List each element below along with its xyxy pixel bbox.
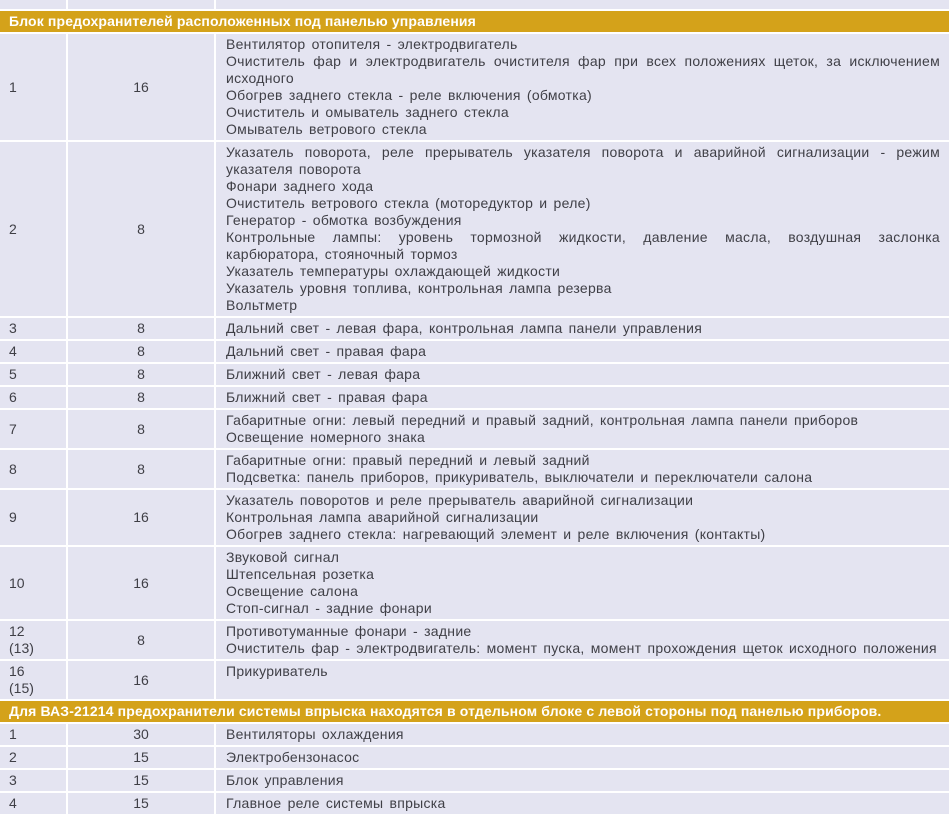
function-item: Штепсельная розетка [226, 566, 375, 582]
function-cell [216, 770, 949, 791]
fuse-number: 12 [9, 623, 25, 639]
table-row [0, 724, 949, 745]
amperage-cell [68, 34, 214, 140]
function-cell [216, 450, 949, 488]
function-cell [216, 747, 949, 768]
amperage-cell [68, 661, 214, 699]
fuse-number: 1 [9, 78, 17, 95]
fuse-number: 4 [9, 343, 17, 359]
amperage-value: 16 [133, 574, 149, 591]
table-row [0, 770, 949, 791]
amperage-cell [68, 621, 214, 659]
function-item: Блок управления [226, 772, 344, 788]
function-item: Габаритные огни: левый передний и правый задний, контрольная лампа панели приборов [226, 412, 859, 428]
function-item: Генератор - обмотка возбуждения [226, 212, 462, 228]
amperage-value: 8 [137, 320, 145, 336]
amperage-value: 15 [133, 772, 149, 788]
table-row [0, 747, 949, 768]
amperage-value: 16 [133, 671, 149, 688]
fuse-number-cell [0, 450, 66, 488]
fuse-number: 9 [9, 509, 17, 525]
fuse-number: 1 [9, 726, 17, 742]
amperage-cell [68, 410, 214, 448]
section-2-header: Для ВАЗ-21214 предохранители системы впрыска находятся в отдельном блоке с левой стороны под панелью приборов. [0, 701, 949, 722]
table-row [0, 621, 949, 659]
table-row [0, 661, 949, 699]
function-item: Дальний свет - левая фара, контрольная лампа панели управления [226, 320, 703, 336]
amperage-value: 16 [133, 509, 149, 525]
function-item: Омыватель ветрового стекла [226, 121, 427, 137]
function-item: Освещение салона [226, 583, 359, 599]
table-row [0, 34, 949, 140]
function-item: Указатель уровня топлива, контрольная лампа резерва [226, 280, 612, 296]
function-item: Указатель поворотов и реле прерыватель аварийной сигнализации [226, 492, 694, 508]
partial-row-top [0, 0, 949, 9]
function-cell [216, 724, 949, 745]
fuse-number: 16 [9, 663, 25, 679]
function-cell [216, 142, 949, 316]
fuse-number: 8 [9, 460, 17, 477]
function-item: Указатель поворота, реле прерыватель указателя поворота и аварийной сигнализации - режим указателя поворота [226, 144, 940, 177]
function-cell [216, 341, 949, 362]
table-row [0, 364, 949, 385]
amperage-value: 8 [137, 220, 145, 237]
amperage-cell [68, 747, 214, 768]
amperage-value: 8 [137, 420, 145, 437]
fuse-number-cell [0, 770, 66, 791]
fuse-number: 7 [9, 420, 17, 437]
table-row [0, 490, 949, 545]
section-1-rows [0, 34, 949, 699]
function-item: Прикуриватель [226, 663, 328, 679]
amperage-value: 8 [137, 366, 145, 382]
function-cell [216, 793, 949, 814]
function-item: Подсветка: панель приборов, прикуриватель, выключатели и переключатели салона [226, 469, 813, 485]
function-cell [216, 661, 949, 699]
amperage-cell [68, 547, 214, 619]
amperage-cell [68, 490, 214, 545]
amperage-cell [68, 793, 214, 814]
function-item: Электробензонасос [226, 749, 360, 765]
function-item: Очиститель фар и электродвигатель очистителя фар при всех положениях щеток, за исключением исходного [226, 53, 940, 86]
function-item: Звуковой сигнал [226, 549, 340, 565]
fuse-number-cell [0, 724, 66, 745]
amperage-value: 15 [133, 749, 149, 765]
fuse-number-cell [0, 547, 66, 619]
amperage-cell [68, 387, 214, 408]
amperage-value: 8 [137, 343, 145, 359]
table-row [0, 547, 949, 619]
fuse-number: 4 [9, 795, 17, 811]
amperage-value: 30 [133, 726, 149, 742]
table-row [0, 387, 949, 408]
amperage-value: 8 [137, 631, 145, 648]
function-item: Стоп-сигнал - задние фонари [226, 600, 432, 616]
amperage-cell [68, 0, 214, 9]
function-item: Освещение номерного знака [226, 429, 426, 445]
fuse-number: (13) [9, 640, 34, 656]
function-item: Ближний свет - правая фара [226, 389, 428, 405]
fuse-number-cell [0, 0, 66, 9]
function-cell [216, 318, 949, 339]
section-1-header: Блок предохранителей расположенных под панелью управления [0, 11, 949, 32]
function-item: Вентилятор отопителя - электродвигатель [226, 36, 518, 52]
function-cell [216, 364, 949, 385]
amperage-value: 8 [137, 460, 145, 477]
function-item: Контрольные лампы: уровень тормозной жидкости, давление масла, воздушная заслонка карбюратора, стояночный тормоз [226, 229, 940, 262]
function-item: Очиститель и омыватель заднего стекла [226, 104, 509, 120]
fuse-number: 10 [9, 574, 25, 591]
function-cell [216, 621, 949, 659]
fuse-number: 2 [9, 749, 17, 765]
fuse-number: 3 [9, 320, 17, 336]
function-item: Главное реле системы впрыска [226, 795, 446, 811]
function-cell [216, 547, 949, 619]
amperage-cell [68, 341, 214, 362]
function-item: Вольтметр [226, 297, 298, 313]
amperage-cell [68, 318, 214, 339]
function-cell [216, 490, 949, 545]
fuse-number-cell [0, 661, 66, 699]
amperage-value: 8 [137, 389, 145, 405]
fuse-number-cell [0, 410, 66, 448]
amperage-cell [68, 724, 214, 745]
fuse-number-cell [0, 341, 66, 362]
function-item: Противотуманные фонари - задние [226, 623, 472, 639]
function-cell [216, 410, 949, 448]
function-item: Фонари заднего хода [226, 178, 374, 194]
fuse-number-cell [0, 747, 66, 768]
fuse-number-cell [0, 364, 66, 385]
fuse-number: 6 [9, 389, 17, 405]
function-item: Очиститель ветрового стекла (моторедуктор и реле) [226, 195, 591, 211]
amperage-cell [68, 364, 214, 385]
function-item: Обогрев заднего стекла: нагревающий элемент и реле включения (контакты) [226, 526, 766, 542]
table-row [0, 341, 949, 362]
function-item: Габаритные огни: правый передний и левый задний [226, 452, 590, 468]
section-2-rows [0, 724, 949, 814]
amperage-value: 16 [133, 78, 149, 95]
fuse-number-cell [0, 793, 66, 814]
amperage-value: 15 [133, 795, 149, 811]
table-row [0, 142, 949, 316]
function-cell [216, 0, 949, 9]
function-item: Вентиляторы охлаждения [226, 726, 404, 742]
fuse-number-cell [0, 490, 66, 545]
table-row [0, 450, 949, 488]
fuse-number-cell [0, 318, 66, 339]
table-row [0, 410, 949, 448]
fuse-number: (15) [9, 680, 34, 696]
fuse-number: 5 [9, 366, 17, 382]
function-item: Контрольная лампа аварийной сигнализации [226, 509, 539, 525]
amperage-cell [68, 770, 214, 791]
function-item: Ближний свет - левая фара [226, 366, 421, 382]
function-item: Обогрев заднего стекла - реле включения (обмотка) [226, 87, 592, 103]
function-cell [216, 34, 949, 140]
fuse-number-cell [0, 142, 66, 316]
table-row [0, 793, 949, 814]
function-item: Указатель температуры охлаждающей жидкости [226, 263, 561, 279]
function-item: Очиститель фар - электродвигатель: момент пуска, момент прохождения щеток исходного положения [226, 640, 937, 656]
amperage-cell [68, 450, 214, 488]
fuse-number-cell [0, 621, 66, 659]
fuse-number: 2 [9, 220, 17, 237]
function-cell [216, 387, 949, 408]
amperage-cell [68, 142, 214, 316]
fuse-number: 3 [9, 772, 17, 788]
fuse-number-cell [0, 34, 66, 140]
function-item: Дальний свет - правая фара [226, 343, 427, 359]
table-row [0, 318, 949, 339]
fuse-number-cell [0, 387, 66, 408]
